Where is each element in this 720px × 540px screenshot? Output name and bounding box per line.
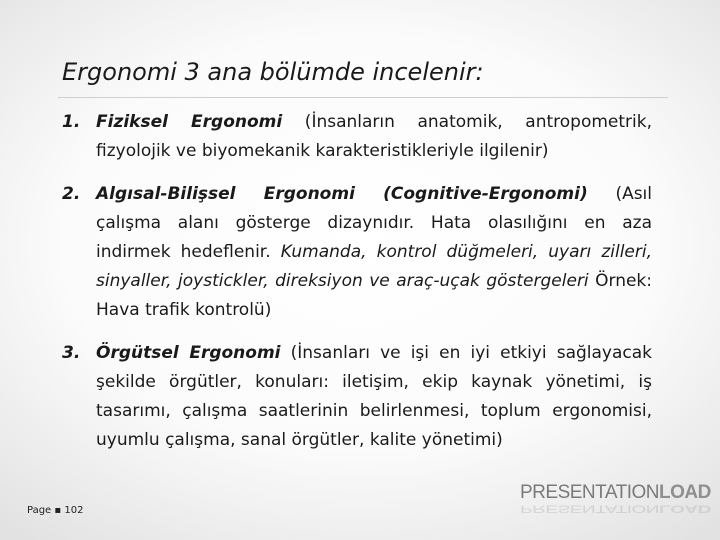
item-number: 3. [62,343,81,363]
item-number: 2. [62,184,81,204]
title-divider [58,97,668,98]
item-examples: Kumanda, kontrol düğmeleri, uyarı zilleri, sinyaller, joystickler, direksiyon ve araç-uçak göstergeleri [96,242,652,291]
item-text: (İnsanları ve işi en iyi etkiyi sağlayacak şekilde örgütler, konuları: iletişim, ekip kaynak yönetimi, iş tasarımı, çalışma saatlerinin belirlenmesi, toplum ergonomisi, uyumlu çalışma, sanal örgütler, kalite yönetimi) [96,343,653,450]
list-item [62,339,652,455]
item-text: (Asıl çalışma alanı gösterge dizaynıdır. Hata olasılığını en aza indirmek hedeflenir. [96,184,653,262]
item-tail: Örnek: Hava trafik kontrolü) [96,271,652,320]
presentationload-logo [520,482,711,528]
item-heading: Fiziksel Ergonomi [96,112,283,132]
item-text: (İnsanların anatomik, antropometrik, fizyolojik ve biyomekanik karakteristikleriyle ilgilenir) [96,112,652,161]
slide-title: Ergonomi 3 ana bölümde incelenir: [62,58,484,86]
item-heading: Algısal-Bilişsel Ergonomi (Cognitive-Ergonomi) [96,184,588,204]
item-heading: Örgütsel Ergonomi [96,343,281,363]
item-number: 1. [62,112,81,132]
logo-reflection: PRESENTATIONLOAD [520,502,711,515]
list-item [62,108,652,166]
slide-content [62,108,652,455]
list-item [62,180,652,325]
page-number: Page ▪ 102 [27,505,84,516]
logo-text: PRESENTATIONLOAD [520,482,711,503]
